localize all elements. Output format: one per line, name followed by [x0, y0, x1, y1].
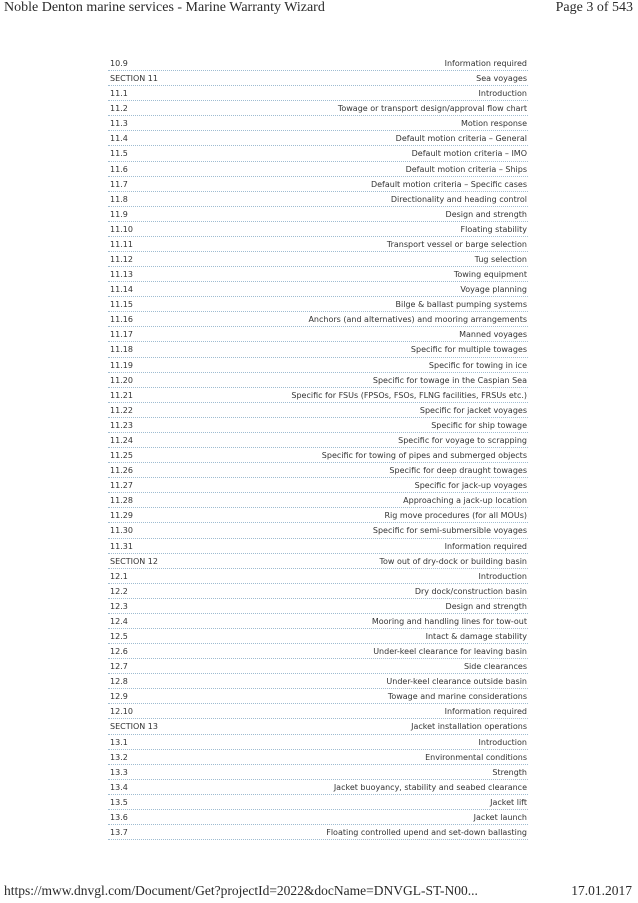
- toc-entry[interactable]: [108, 584, 528, 599]
- toc-entry-title[interactable]: Specific for ship towage: [431, 420, 527, 430]
- toc-entry-title[interactable]: Information required: [444, 707, 527, 717]
- toc-entry-number: 12.7: [110, 662, 128, 672]
- page-number: Page 3 of 543: [555, 0, 633, 15]
- toc-entry[interactable]: [108, 86, 528, 101]
- toc-entry-number: 11.23: [110, 420, 133, 430]
- toc-entry-title[interactable]: Tug selection: [474, 255, 527, 265]
- toc-entry-title[interactable]: Dry dock/construction basin: [414, 586, 527, 596]
- toc-entry-title[interactable]: Design and strength: [445, 209, 527, 219]
- toc-entry[interactable]: [108, 780, 528, 795]
- toc-entry[interactable]: [108, 629, 528, 644]
- toc-entry-number: 11.29: [110, 511, 133, 521]
- toc-entry-title[interactable]: Directionality and heading control: [390, 194, 527, 204]
- toc-entry-title[interactable]: Voyage planning: [460, 285, 527, 295]
- toc-entry[interactable]: [108, 192, 528, 207]
- toc-entry-title[interactable]: Jacket buoyancy, stability and seabed clearance: [333, 782, 527, 792]
- toc-entry[interactable]: [108, 282, 528, 297]
- toc-entry-title[interactable]: Default motion criteria – Specific cases: [370, 179, 527, 189]
- toc-entry-number: 11.5: [110, 149, 128, 159]
- toc-entry-title[interactable]: Approaching a jack-up location: [403, 496, 527, 506]
- toc-entry-number: 13.4: [110, 782, 128, 792]
- toc-entry-number: 11.14: [110, 285, 133, 295]
- toc-entry[interactable]: [108, 689, 528, 704]
- toc-entry[interactable]: [108, 222, 528, 237]
- toc-entry[interactable]: [108, 659, 528, 674]
- toc-entry-number: 11.28: [110, 496, 133, 506]
- toc-entry-number: 11.15: [110, 300, 133, 310]
- toc-entry[interactable]: [108, 493, 528, 508]
- toc-entry[interactable]: [108, 463, 528, 478]
- toc-entry-number: 12.3: [110, 601, 128, 611]
- toc-entry-number: 11.11: [110, 239, 133, 249]
- toc-entry[interactable]: [108, 177, 528, 192]
- document-title: Noble Denton marine services - Marine Warranty Wizard: [4, 0, 325, 15]
- toc-entry[interactable]: [108, 101, 528, 116]
- toc-entry-number: 11.19: [110, 360, 133, 370]
- toc-entry[interactable]: [108, 252, 528, 267]
- toc-entry-title[interactable]: Specific for towing in ice: [428, 360, 527, 370]
- toc-entry-title[interactable]: Default motion criteria – Ships: [405, 164, 527, 174]
- toc-entry[interactable]: [108, 735, 528, 750]
- toc-entry[interactable]: [108, 131, 528, 146]
- toc-entry-title[interactable]: Information required: [444, 59, 527, 68]
- source-url: https://mww.dnvgl.com/Document/Get?projectId=2022&docName=DNVGL-ST-N00...: [4, 883, 478, 898]
- toc-entry-number: 11.27: [110, 481, 133, 491]
- toc-entry[interactable]: [108, 342, 528, 357]
- toc-entry-number: 11.25: [110, 451, 133, 461]
- toc-entry-number: 12.1: [110, 571, 128, 581]
- toc-entry-number: 11.1: [110, 89, 128, 99]
- toc-entry-number: 11.16: [110, 315, 133, 325]
- toc-entry-title[interactable]: Under-keel clearance for leaving basin: [373, 647, 527, 657]
- toc-entry-title[interactable]: Default motion criteria – IMO: [411, 149, 527, 159]
- toc-entry-title[interactable]: Introduction: [478, 737, 527, 747]
- toc-entry-number: 12.10: [110, 707, 133, 717]
- toc-entry[interactable]: [108, 810, 528, 825]
- toc-entry-number: 11.9: [110, 209, 128, 219]
- toc-entry-title[interactable]: Anchors (and alternatives) and mooring arrangements: [308, 315, 527, 325]
- toc-entry[interactable]: [108, 388, 528, 403]
- toc-entry-number: 13.3: [110, 767, 128, 777]
- toc-entry-number: 11.20: [110, 375, 133, 385]
- toc-entry-number: 11.18: [110, 345, 133, 355]
- toc-entry-title[interactable]: Specific for jacket voyages: [419, 405, 527, 415]
- toc-entry-number: 11.30: [110, 526, 133, 536]
- toc-entry-number: SECTION 11: [110, 74, 158, 84]
- toc-entry-title[interactable]: Specific for deep draught towages: [389, 466, 527, 476]
- toc-entry-title[interactable]: Specific for towage in the Caspian Sea: [372, 375, 527, 385]
- toc-entry-number: 10.9: [110, 59, 128, 68]
- toc-entry[interactable]: [108, 56, 528, 71]
- toc-entry-number: 11.10: [110, 224, 133, 234]
- toc-entry[interactable]: [108, 508, 528, 523]
- toc-entry[interactable]: [108, 237, 528, 252]
- toc-entry-title[interactable]: Bilge & ballast pumping systems: [395, 300, 527, 310]
- toc-entry[interactable]: [108, 765, 528, 780]
- toc-entry[interactable]: [108, 614, 528, 629]
- toc-entry-number: 12.9: [110, 692, 128, 702]
- toc-entry-number: 12.8: [110, 677, 128, 687]
- toc-entry-title[interactable]: Motion response: [461, 119, 527, 129]
- toc-entry[interactable]: [108, 297, 528, 312]
- toc-entry-title[interactable]: Towage and marine considerations: [387, 692, 527, 702]
- toc-entry-title[interactable]: Specific for towing of pipes and submerged objects: [321, 451, 527, 461]
- toc-entry-number: 11.13: [110, 270, 133, 280]
- toc-entry[interactable]: [108, 448, 528, 463]
- toc-entry[interactable]: [108, 674, 528, 689]
- toc-entry-title[interactable]: Transport vessel or barge selection: [386, 239, 527, 249]
- toc-entry-number: 11.22: [110, 405, 133, 415]
- toc-entry[interactable]: [108, 644, 528, 659]
- toc-entry-title[interactable]: Jacket installation operations: [411, 722, 527, 732]
- toc-entry[interactable]: [108, 554, 528, 569]
- page-header: [0, 0, 638, 20]
- toc-entry-number: 11.2: [110, 104, 128, 114]
- toc-entry-number: 11.4: [110, 134, 128, 144]
- toc-entry[interactable]: [108, 146, 528, 161]
- toc-entry-number: SECTION 13: [110, 722, 158, 732]
- toc-entry-title[interactable]: Towing equipment: [453, 270, 527, 280]
- toc-entry-number: 13.2: [110, 752, 128, 762]
- toc-entry[interactable]: [108, 207, 528, 222]
- toc-entry[interactable]: [108, 825, 528, 840]
- toc-entry-title[interactable]: Specific for voyage to scrapping: [398, 435, 527, 445]
- toc-entry[interactable]: [108, 71, 528, 86]
- toc-entry[interactable]: [108, 569, 528, 584]
- toc-entry-title[interactable]: Side clearances: [463, 662, 527, 672]
- toc-entry[interactable]: [108, 704, 528, 719]
- toc-entry[interactable]: [108, 403, 528, 418]
- toc-entry-number: 13.5: [110, 797, 128, 807]
- toc-entry-title[interactable]: Specific for jack-up voyages: [414, 481, 527, 491]
- toc-entry-title[interactable]: Rig move procedures (for all MOUs): [384, 511, 527, 521]
- toc-entry-title[interactable]: Default motion criteria – General: [395, 134, 527, 144]
- toc-entry[interactable]: [108, 162, 528, 177]
- toc-entry[interactable]: [108, 267, 528, 282]
- toc-entry-number: 11.12: [110, 255, 133, 265]
- toc-entry-number: 13.6: [110, 812, 128, 822]
- page-footer: [0, 881, 638, 903]
- toc-entry[interactable]: [108, 523, 528, 538]
- toc-entry-number: 12.2: [110, 586, 128, 596]
- toc-entry-number: 11.24: [110, 435, 133, 445]
- toc-entry-title[interactable]: Manned voyages: [459, 330, 527, 340]
- toc-entry-title[interactable]: Tow out of dry-dock or building basin: [379, 556, 527, 566]
- toc-entry-title[interactable]: Floating controlled upend and set-down ballasting: [326, 827, 527, 837]
- toc-entry[interactable]: [108, 373, 528, 388]
- toc-entry-title[interactable]: Environmental conditions: [425, 752, 527, 762]
- print-date: 17.01.2017: [571, 883, 632, 898]
- toc-entry-title[interactable]: Towage or transport design/approval flow chart: [337, 104, 527, 114]
- toc-entry[interactable]: [108, 539, 528, 554]
- toc-entry-title[interactable]: Under-keel clearance outside basin: [386, 677, 527, 687]
- toc-entry[interactable]: [108, 433, 528, 448]
- toc-entry-title[interactable]: Specific for multiple towages: [410, 345, 527, 355]
- toc-entry[interactable]: [108, 116, 528, 131]
- toc-entry-title[interactable]: Introduction: [478, 571, 527, 581]
- toc-entry-number: 13.1: [110, 737, 128, 747]
- toc-entry[interactable]: [108, 478, 528, 493]
- toc-entry[interactable]: [108, 719, 528, 734]
- toc-entry-number: 11.21: [110, 390, 133, 400]
- toc-entry-number: 11.31: [110, 541, 133, 551]
- toc-entry-number: 11.3: [110, 119, 128, 129]
- toc-entry-title[interactable]: Floating stability: [460, 224, 527, 234]
- toc-entry-title[interactable]: Specific for semi-submersible voyages: [372, 526, 527, 536]
- toc-entry-title[interactable]: Strength: [492, 767, 527, 777]
- table-of-contents: [108, 56, 528, 840]
- toc-entry-title[interactable]: Introduction: [478, 89, 527, 99]
- toc-entry-number: 13.7: [110, 827, 128, 837]
- toc-entry-number: 12.4: [110, 616, 128, 626]
- toc-entry[interactable]: [108, 418, 528, 433]
- toc-entry-title[interactable]: Specific for FSUs (FPSOs, FSOs, FLNG facilities, FRSUs etc.): [291, 390, 527, 400]
- toc-entry-title[interactable]: Jacket lift: [490, 797, 527, 807]
- toc-entry-title[interactable]: Sea voyages: [476, 74, 527, 84]
- toc-entry[interactable]: [108, 750, 528, 765]
- toc-entry-number: SECTION 12: [110, 556, 158, 566]
- toc-entry[interactable]: [108, 327, 528, 342]
- toc-entry-number: 12.6: [110, 647, 128, 657]
- toc-entry-title[interactable]: Jacket launch: [473, 812, 527, 822]
- toc-entry-title[interactable]: Intact & damage stability: [425, 631, 527, 641]
- toc-entry[interactable]: [108, 599, 528, 614]
- toc-entry[interactable]: [108, 358, 528, 373]
- toc-entry-number: 11.8: [110, 194, 128, 204]
- toc-entry-number: 12.5: [110, 631, 128, 641]
- toc-entry-number: 11.17: [110, 330, 133, 340]
- toc-entry-title[interactable]: Information required: [444, 541, 527, 551]
- toc-entry[interactable]: [108, 795, 528, 810]
- toc-entry-number: 11.6: [110, 164, 128, 174]
- toc-entry[interactable]: [108, 312, 528, 327]
- toc-entry-title[interactable]: Design and strength: [445, 601, 527, 611]
- toc-entry-title[interactable]: Mooring and handling lines for tow-out: [371, 616, 527, 626]
- toc-entry-number: 11.7: [110, 179, 128, 189]
- toc-entry-number: 11.26: [110, 466, 133, 476]
